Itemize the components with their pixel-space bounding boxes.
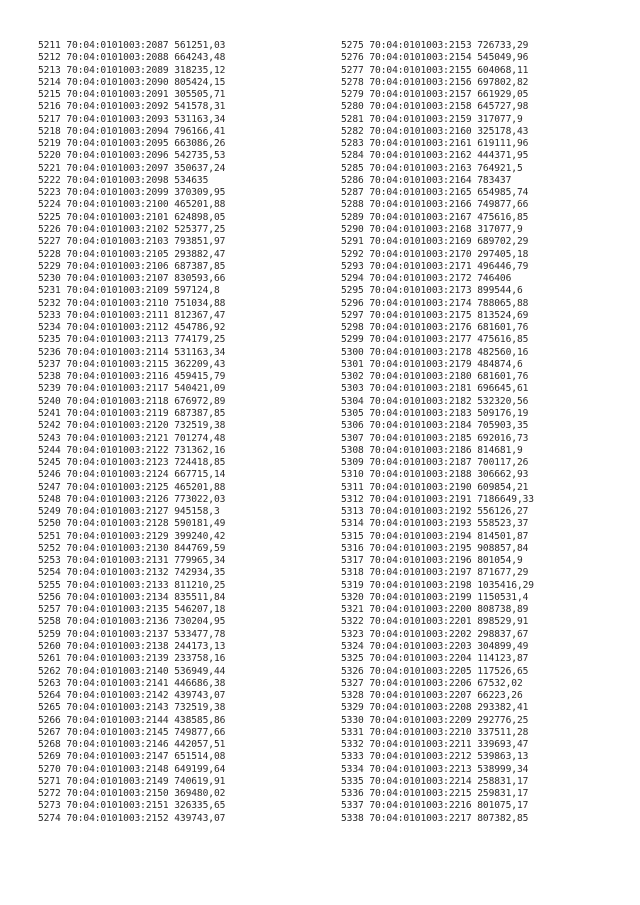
table-row: 5253 70:04:0101003:2131 779965,34 — [38, 555, 226, 567]
table-row: 5213 70:04:0101003:2089 318235,12 — [38, 64, 226, 76]
table-row: 5332 70:04:0101003:2211 339693,47 — [341, 739, 529, 751]
table-row: 5215 70:04:0101003:2091 305505,71 — [38, 89, 226, 101]
table-row: 5226 70:04:0101003:2102 525377,25 — [38, 223, 226, 235]
table-row: 5308 70:04:0101003:2186 814681,9 — [341, 444, 523, 456]
table-row: 5227 70:04:0101003:2103 793851,97 — [38, 236, 226, 248]
table-row: 5224 70:04:0101003:2100 465201,88 — [38, 199, 226, 211]
table-row: 5248 70:04:0101003:2126 773022,03 — [38, 493, 226, 505]
table-row: 5310 70:04:0101003:2188 306662,93 — [341, 469, 529, 481]
table-row: 5250 70:04:0101003:2128 590181,49 — [38, 518, 226, 530]
table-row: 5237 70:04:0101003:2115 362209,43 — [38, 358, 226, 370]
table-row: 5296 70:04:0101003:2174 788065,88 — [341, 297, 529, 309]
table-row: 5302 70:04:0101003:2180 681601,76 — [341, 371, 529, 383]
table-row: 5244 70:04:0101003:2122 731362,16 — [38, 444, 226, 456]
table-row: 5329 70:04:0101003:2208 293382,41 — [341, 702, 529, 714]
table-row: 5258 70:04:0101003:2136 730204,95 — [38, 616, 226, 628]
table-row: 5335 70:04:0101003:2214 258831,17 — [341, 775, 529, 787]
table-row: 5234 70:04:0101003:2112 454786,92 — [38, 322, 226, 334]
table-row: 5218 70:04:0101003:2094 796166,41 — [38, 125, 226, 137]
table-row: 5219 70:04:0101003:2095 663086,26 — [38, 138, 226, 150]
table-row: 5313 70:04:0101003:2192 556126,27 — [341, 506, 529, 518]
table-row: 5282 70:04:0101003:2160 325178,43 — [341, 125, 529, 137]
table-row: 5241 70:04:0101003:2119 687387,85 — [38, 407, 226, 419]
table-row: 5338 70:04:0101003:2217 807382,85 — [341, 812, 529, 824]
table-row: 5292 70:04:0101003:2170 297405,18 — [341, 248, 529, 260]
left-column — [38, 40, 225, 825]
table-row: 5333 70:04:0101003:2212 539863,13 — [341, 751, 529, 763]
table-row: 5220 70:04:0101003:2096 542735,53 — [38, 150, 226, 162]
table-row: 5327 70:04:0101003:2206 67532,02 — [341, 677, 523, 689]
table-row: 5331 70:04:0101003:2210 337511,28 — [341, 726, 529, 738]
table-row: 5287 70:04:0101003:2165 654985,74 — [341, 187, 529, 199]
table-row: 5245 70:04:0101003:2123 724418,85 — [38, 457, 226, 469]
table-row: 5246 70:04:0101003:2124 667715,14 — [38, 469, 226, 481]
table-row: 5288 70:04:0101003:2166 749877,66 — [341, 199, 529, 211]
table-row: 5293 70:04:0101003:2171 496446,79 — [341, 260, 529, 272]
table-row: 5236 70:04:0101003:2114 531163,34 — [38, 346, 226, 358]
table-row: 5217 70:04:0101003:2093 531163,34 — [38, 113, 226, 125]
table-row: 5284 70:04:0101003:2162 444371,95 — [341, 150, 529, 162]
table-row: 5264 70:04:0101003:2142 439743,07 — [38, 690, 226, 702]
table-row: 5257 70:04:0101003:2135 546207,18 — [38, 604, 226, 616]
table-row: 5312 70:04:0101003:2191 7186649,33 — [341, 493, 534, 505]
table-row: 5211 70:04:0101003:2087 561251,03 — [38, 40, 226, 51]
table-row: 5214 70:04:0101003:2090 805424,15 — [38, 76, 226, 88]
table-row: 5273 70:04:0101003:2151 326335,65 — [38, 800, 226, 812]
table-row: 5228 70:04:0101003:2105 293882,47 — [38, 248, 226, 260]
table-row: 5314 70:04:0101003:2193 558523,37 — [341, 518, 529, 530]
table-row: 5291 70:04:0101003:2169 689702,29 — [341, 236, 529, 248]
table-row: 5265 70:04:0101003:2143 732519,38 — [38, 702, 226, 714]
table-row: 5249 70:04:0101003:2127 945158,3 — [38, 506, 220, 518]
table-row: 5326 70:04:0101003:2205 117526,65 — [341, 665, 529, 677]
table-row: 5323 70:04:0101003:2202 298837,67 — [341, 628, 529, 640]
table-row: 5261 70:04:0101003:2139 233758,16 — [38, 653, 226, 665]
table-row: 5231 70:04:0101003:2109 597124,8 — [38, 285, 220, 297]
table-row: 5271 70:04:0101003:2149 740619,91 — [38, 775, 226, 787]
table-row: 5242 70:04:0101003:2120 732519,38 — [38, 420, 226, 432]
table-row: 5315 70:04:0101003:2194 814501,87 — [341, 530, 529, 542]
table-row: 5230 70:04:0101003:2107 830593,66 — [38, 273, 226, 285]
table-row: 5322 70:04:0101003:2201 898529,91 — [341, 616, 529, 628]
table-row: 5279 70:04:0101003:2157 661929,05 — [341, 89, 529, 101]
table-row: 5263 70:04:0101003:2141 446686,38 — [38, 677, 226, 689]
table-row: 5222 70:04:0101003:2098 534635 — [38, 174, 209, 186]
table-row: 5267 70:04:0101003:2145 749877,66 — [38, 726, 226, 738]
table-row: 5304 70:04:0101003:2182 532320,56 — [341, 395, 529, 407]
table-row: 5330 70:04:0101003:2209 292776,25 — [341, 714, 529, 726]
table-row: 5320 70:04:0101003:2199 1150531,4 — [341, 591, 529, 603]
table-row: 5238 70:04:0101003:2116 459415,79 — [38, 371, 226, 383]
table-row: 5311 70:04:0101003:2190 609854,21 — [341, 481, 529, 493]
table-row: 5301 70:04:0101003:2179 484874,6 — [341, 358, 523, 370]
table-row: 5321 70:04:0101003:2200 808738,89 — [341, 604, 529, 616]
table-row: 5256 70:04:0101003:2134 835511,84 — [38, 591, 226, 603]
table-row: 5286 70:04:0101003:2164 783437 — [341, 174, 512, 186]
table-row: 5305 70:04:0101003:2183 509176,19 — [341, 407, 529, 419]
table-row: 5268 70:04:0101003:2146 442057,51 — [38, 739, 226, 751]
table-row: 5276 70:04:0101003:2154 545049,96 — [341, 52, 529, 64]
table-row: 5266 70:04:0101003:2144 438585,86 — [38, 714, 226, 726]
table-row: 5289 70:04:0101003:2167 475616,85 — [341, 211, 529, 223]
table-row: 5298 70:04:0101003:2176 681601,76 — [341, 322, 529, 334]
table-row: 5318 70:04:0101003:2197 871677,29 — [341, 567, 529, 579]
table-row: 5225 70:04:0101003:2101 624898,05 — [38, 211, 226, 223]
table-row: 5337 70:04:0101003:2216 801075,17 — [341, 800, 529, 812]
table-row: 5232 70:04:0101003:2110 751034,88 — [38, 297, 226, 309]
table-row: 5295 70:04:0101003:2173 899544,6 — [341, 285, 523, 297]
table-row: 5270 70:04:0101003:2148 649199,64 — [38, 763, 226, 775]
table-row: 5229 70:04:0101003:2106 687387,85 — [38, 260, 226, 272]
table-row: 5221 70:04:0101003:2097 350637,24 — [38, 162, 226, 174]
table-row: 5278 70:04:0101003:2156 697802,82 — [341, 76, 529, 88]
table-row: 5243 70:04:0101003:2121 701274,48 — [38, 432, 226, 444]
table-row: 5336 70:04:0101003:2215 259831,17 — [341, 788, 529, 800]
table-row: 5223 70:04:0101003:2099 370309,95 — [38, 187, 226, 199]
table-row: 5334 70:04:0101003:2213 538999,34 — [341, 763, 529, 775]
table-row: 5309 70:04:0101003:2187 700117,26 — [341, 457, 529, 469]
table-row: 5319 70:04:0101003:2198 1035416,29 — [341, 579, 534, 591]
table-row: 5328 70:04:0101003:2207 66223,26 — [341, 690, 523, 702]
table-row: 5317 70:04:0101003:2196 801054,9 — [341, 555, 523, 567]
table-row: 5252 70:04:0101003:2130 844769,59 — [38, 542, 226, 554]
table-row: 5294 70:04:0101003:2172 746406 — [341, 273, 512, 285]
table-row: 5281 70:04:0101003:2159 317077,9 — [341, 113, 523, 125]
table-row: 5300 70:04:0101003:2178 482560,16 — [341, 346, 529, 358]
table-row: 5239 70:04:0101003:2117 540421,09 — [38, 383, 226, 395]
right-column — [341, 40, 534, 825]
table-row: 5272 70:04:0101003:2150 369480,02 — [38, 788, 226, 800]
table-row: 5233 70:04:0101003:2111 812367,47 — [38, 309, 226, 321]
table-row: 5285 70:04:0101003:2163 764921,5 — [341, 162, 523, 174]
table-row: 5274 70:04:0101003:2152 439743,07 — [38, 812, 226, 824]
table-row: 5235 70:04:0101003:2113 774179,25 — [38, 334, 226, 346]
table-row: 5260 70:04:0101003:2138 244173,13 — [38, 641, 226, 653]
table-row: 5283 70:04:0101003:2161 619111,96 — [341, 138, 529, 150]
table-row: 5254 70:04:0101003:2132 742934,35 — [38, 567, 226, 579]
table-row: 5212 70:04:0101003:2088 664243,48 — [38, 52, 226, 64]
table-row: 5307 70:04:0101003:2185 692016,73 — [341, 432, 529, 444]
table-row: 5316 70:04:0101003:2195 908857,84 — [341, 542, 529, 554]
table-row: 5297 70:04:0101003:2175 813524,69 — [341, 309, 529, 321]
table-row: 5299 70:04:0101003:2177 475616,85 — [341, 334, 529, 346]
table-row: 5290 70:04:0101003:2168 317077,9 — [341, 223, 523, 235]
table-row: 5240 70:04:0101003:2118 676972,89 — [38, 395, 226, 407]
table-row: 5325 70:04:0101003:2204 114123,87 — [341, 653, 529, 665]
table-row: 5306 70:04:0101003:2184 705903,35 — [341, 420, 529, 432]
table-row: 5280 70:04:0101003:2158 645727,98 — [341, 101, 529, 113]
table-row: 5216 70:04:0101003:2092 541578,31 — [38, 101, 226, 113]
table-row: 5247 70:04:0101003:2125 465201,88 — [38, 481, 226, 493]
table-row: 5277 70:04:0101003:2155 604068,11 — [341, 64, 529, 76]
table-row: 5255 70:04:0101003:2133 811210,25 — [38, 579, 226, 591]
table-row: 5269 70:04:0101003:2147 651514,08 — [38, 751, 226, 763]
table-row: 5324 70:04:0101003:2203 304899,49 — [341, 641, 529, 653]
table-row: 5275 70:04:0101003:2153 726733,29 — [341, 40, 529, 51]
table-row: 5259 70:04:0101003:2137 533477,78 — [38, 628, 226, 640]
table-row: 5262 70:04:0101003:2140 536949,44 — [38, 665, 226, 677]
table-row: 5303 70:04:0101003:2181 696645,61 — [341, 383, 529, 395]
table-row: 5251 70:04:0101003:2129 399240,42 — [38, 530, 226, 542]
